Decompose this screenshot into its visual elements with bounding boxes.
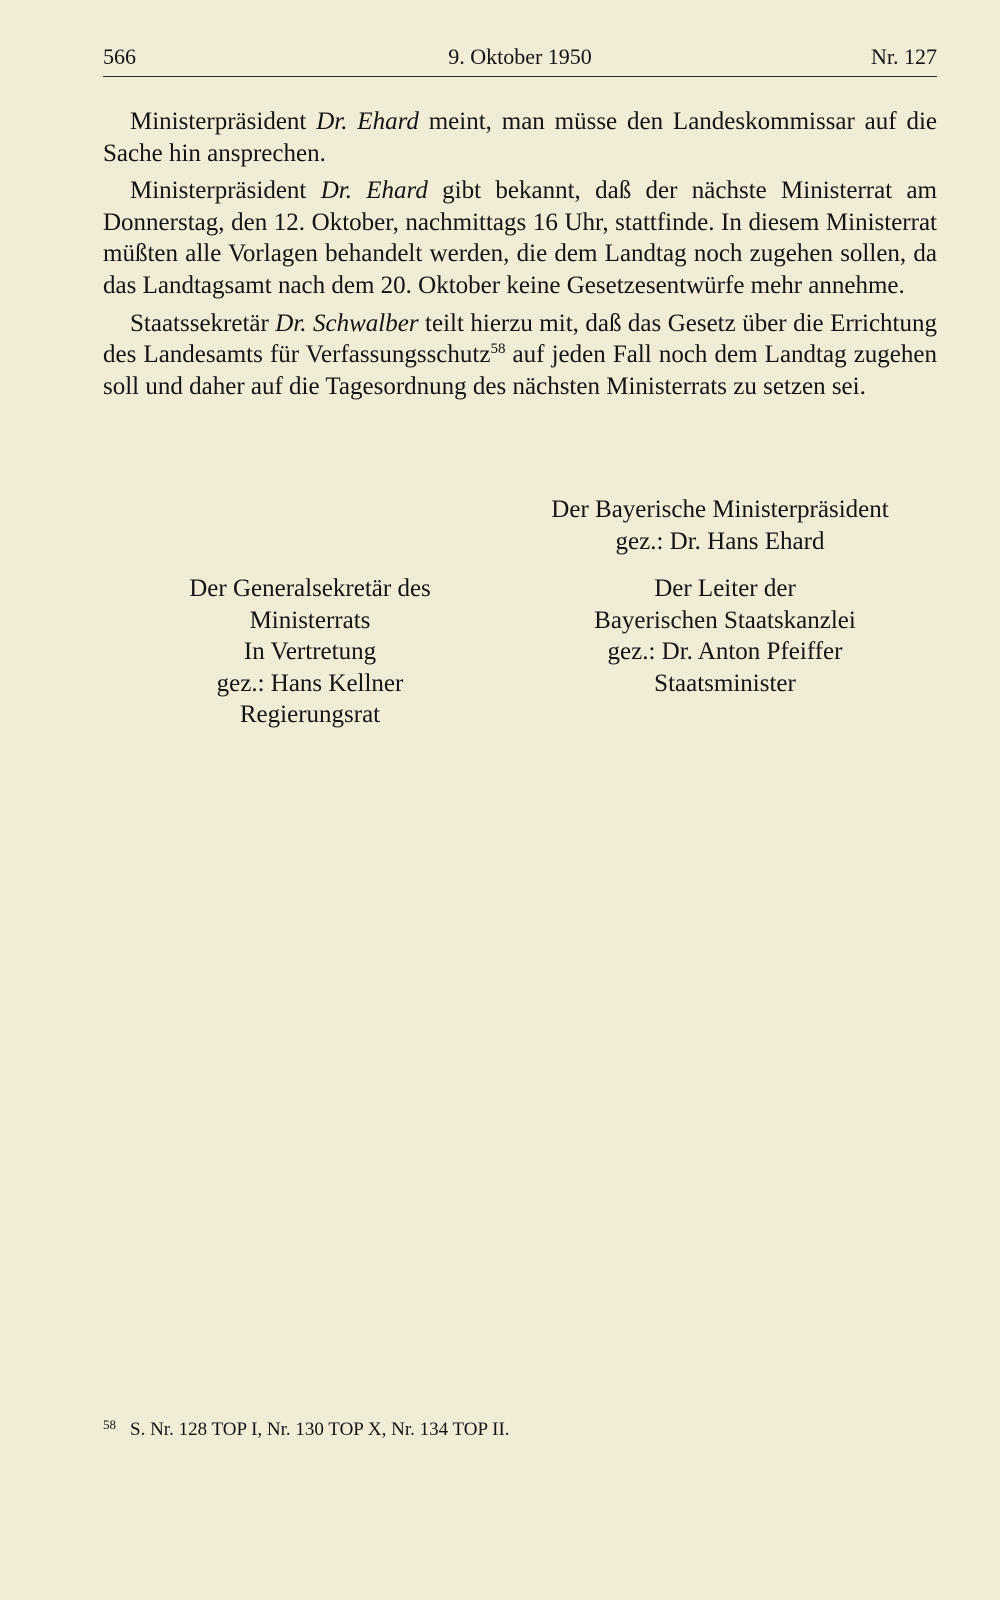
- paragraph-1: Ministerpräsident Dr. Ehard meint, man müsse den Landeskommissar auf die Sache hin ansprechen.: [103, 108, 937, 167]
- protocol-number: Nr. 127: [871, 44, 937, 69]
- header-rule: [103, 76, 937, 77]
- minutes-body: [103, 106, 937, 408]
- speaker-name: Dr. Ehard: [316, 108, 419, 135]
- page-header: [103, 44, 937, 78]
- footnote-text: S. Nr. 128 TOP I, Nr. 130 TOP X, Nr. 134 TOP II.: [130, 1419, 510, 1440]
- footnote-reference[interactable]: 58: [490, 341, 506, 358]
- paragraph-2: Ministerpräsident Dr. Ehard gibt bekannt, daß der nächste Ministerrat am Donnerstag, den 12. Oktober, nachmittags 16 Uhr, stattfinde. In diesem Ministerrat müßten alle Vorlagen behandelt werden, die dem Landtag noch zugehen sollen, da das Landtagsamt nach dem 20. Oktober keine Gesetzesentwürfe mehr annehme.: [103, 177, 938, 299]
- speaker-name: Dr. Schwalber: [275, 309, 419, 337]
- header-date: 9. Oktober 1950: [448, 44, 592, 69]
- footnote-number: 58: [103, 1417, 116, 1432]
- paragraph-3: Staatssekretär Dr. Schwalber teilt hierzu mit, daß das Gesetz über die Errichtung des Landesamts für Verfassungsschutz$^{58}$ auf jeden Fall noch dem Landtag zugehen soll und daher auf die Tagesordnung des nächsten Ministerrats zu setzen sei.: [103, 309, 937, 400]
- page-number: 566: [103, 44, 136, 69]
- signature-general-secretary: Der Generalsekretär des Ministerrats In Vertretung gez.: Hans Kellner Regierungsrat: [189, 575, 431, 729]
- speaker-name: Dr. Ehard: [320, 177, 428, 205]
- signature-state-chancellery: Der Leiter der Bayerischen Staatskanzlei gez.: Dr. Anton Pfeiffer Staatsminister: [594, 575, 856, 697]
- footnote: [103, 1412, 937, 1443]
- signature-minister-president: Der Bayerische Ministerpräsident gez.: Dr. Hans Ehard: [551, 496, 889, 555]
